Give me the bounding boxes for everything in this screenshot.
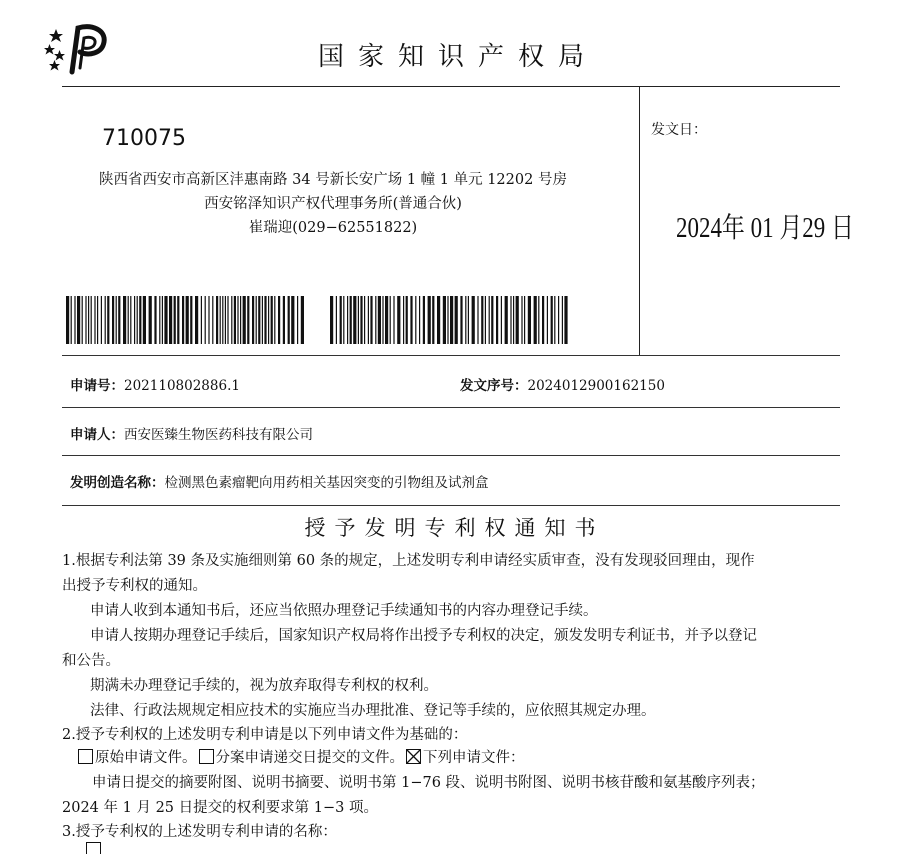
barcode-bar: [415, 296, 416, 344]
serial-number-label: 发文序号：: [460, 378, 528, 394]
paragraph-1-line-2: 出授予专利权的通知。: [62, 578, 207, 594]
vertical-divider: [639, 86, 640, 355]
barcode-bar: [551, 296, 553, 344]
barcode-bar: [258, 296, 260, 344]
barcode-bar: [85, 296, 86, 344]
serial-number: 2024012900162150: [527, 378, 665, 394]
rule: [62, 407, 840, 408]
barcode-bar: [97, 296, 98, 344]
barcode-bar: [222, 296, 223, 344]
applicant-name: 西安医臻生物医药科技有限公司: [124, 427, 313, 443]
notice-title: 授予发明专利权通知书: [304, 516, 605, 540]
barcode-bar: [468, 296, 469, 344]
checkbox-following[interactable]: [406, 749, 421, 764]
contact-person: 崔瑞迎(029−62551822): [248, 220, 418, 236]
barcode-bar: [534, 296, 537, 344]
barcode-bar: [562, 296, 563, 344]
barcode-bar: [542, 296, 544, 344]
barcode-bar: [406, 296, 408, 344]
files-line-2: 2024 年 1 月 25 日提交的权利要求第 1−3 项。: [62, 800, 378, 816]
issue-date-label: 发文日：: [651, 122, 707, 138]
barcode-bar: [485, 296, 486, 344]
barcode-bar: [554, 296, 555, 344]
barcode-bar: [360, 296, 362, 344]
barcode-bar: [378, 296, 381, 344]
barcode-bar: [481, 296, 483, 344]
barcode-bar: [143, 296, 146, 344]
paragraph-3-line-1: 申请人按期办理登记手续后，国家知识产权局将作出授予专利权的决定，颁发发明专利证书，并予以登记: [90, 628, 757, 644]
barcode-bar: [447, 296, 448, 344]
barcode-bar: [390, 296, 391, 344]
applicant-label: 申请人：: [70, 427, 124, 443]
barcode-bar: [220, 296, 221, 344]
invention-row: [70, 471, 489, 491]
barcode-bar: [460, 296, 462, 344]
barcode-bar: [547, 296, 548, 344]
barcode-bar: [368, 296, 369, 344]
barcode-bar: [350, 296, 352, 344]
barcode-bar: [107, 296, 109, 344]
barcode-bar: [505, 296, 508, 344]
application-number-label: 申请号：: [70, 378, 124, 394]
barcode-bar: [164, 296, 167, 344]
invention-title: 检测黑色素瘤靶向用药相关基因突变的引物组及试剂盒: [164, 475, 489, 491]
barcode-bar: [558, 296, 559, 344]
barcode-bar: [432, 296, 434, 344]
barcode-bar: [128, 296, 129, 344]
paragraph-4: 期满未办理登记手续的，视为放弃取得专利权的权利。: [90, 678, 438, 694]
barcode-bar: [268, 296, 269, 344]
barcode-bar: [134, 296, 135, 344]
barcode-bar: [472, 296, 475, 344]
barcode-bar: [364, 296, 365, 344]
barcode-bar: [182, 296, 184, 344]
basis-options: [78, 746, 525, 767]
barcode-bar: [423, 296, 425, 344]
barcode-right: [330, 296, 570, 344]
barcode-bar: [510, 296, 511, 344]
barcode-bar: [382, 296, 383, 344]
checkbox-partial: [86, 842, 101, 854]
barcode-bar: [149, 296, 152, 344]
barcode-bar: [216, 296, 218, 344]
barcode-bar: [340, 296, 342, 344]
paragraph-5: 法律、行政法规规定相应技术的实施应当办理批准、登记等手续的，应依照其规定办理。: [90, 703, 656, 719]
barcode-bar: [564, 296, 567, 344]
barcode-bar: [137, 296, 138, 344]
barcode-bar: [116, 296, 117, 344]
check-x-icon: [406, 749, 421, 764]
barcode-bar: [195, 296, 198, 344]
barcode-bar: [528, 296, 531, 344]
barcode-bar: [256, 296, 257, 344]
barcode-bar: [419, 296, 420, 344]
barcode-bar: [112, 296, 114, 344]
barcode-bar: [264, 296, 266, 344]
barcode-bar: [291, 296, 294, 344]
address-line: 陕西省西安市高新区沣惠南路 34 号新长安广场 1 幢 1 单元 12202 号房: [99, 172, 567, 188]
barcode-bar: [410, 296, 412, 344]
rule: [62, 355, 840, 356]
barcode-bar: [489, 296, 490, 344]
application-number-row: [70, 374, 240, 394]
barcode-bar: [190, 296, 192, 344]
applicant-row: [70, 423, 313, 443]
barcode-bar: [501, 296, 502, 344]
barcode-bar: [428, 296, 431, 344]
barcode-bar: [82, 296, 83, 344]
rule: [62, 455, 840, 456]
barcode-bar: [455, 296, 458, 344]
barcode-bar: [234, 296, 236, 344]
barcode-bar: [336, 296, 337, 344]
header-rule: [62, 86, 840, 87]
paragraph-2: 申请人收到本通知书后，还应当依照办理登记手续通知书的内容办理登记手续。: [90, 603, 598, 619]
barcode-bar: [524, 296, 525, 344]
barcode-bar: [91, 296, 92, 344]
barcode-bar: [477, 296, 478, 344]
barcode-bar: [88, 296, 89, 344]
barcode-bar: [538, 296, 539, 344]
barcode-bar: [240, 296, 241, 344]
paragraph-1-line-1: 1.根据专利法第 39 条及实施细则第 60 条的规定，上述发明专利申请经实质审查，没有发现驳回理由，现作: [62, 553, 755, 569]
barcode-bar: [247, 296, 249, 344]
barcode-bar: [225, 296, 226, 344]
checkbox-divisional[interactable]: [199, 749, 214, 764]
barcode-bar: [271, 296, 273, 344]
barcode-bar: [205, 296, 206, 344]
invention-label: 发明创造名称：: [70, 475, 165, 491]
barcode-bar: [208, 296, 209, 344]
barcode-bar: [437, 296, 440, 344]
barcode-bar: [370, 296, 372, 344]
barcode-bar: [403, 296, 404, 344]
option-original-label: 原始申请文件。: [95, 750, 197, 766]
files-line-1: 申请日提交的摘要附图、说明书摘要、说明书第 1−76 段、说明书附图、说明书核苷酸和氨基酸序列表；: [92, 775, 765, 791]
office-name: 国家知识产权局: [318, 42, 599, 72]
barcode-bar: [231, 296, 232, 344]
barcode-bar: [159, 296, 160, 344]
barcode-bar: [262, 296, 263, 344]
barcode-bar: [513, 296, 514, 344]
barcode-bar: [450, 296, 453, 344]
option-following-label: 下列申请文件：: [423, 750, 525, 766]
barcode-bar: [353, 296, 356, 344]
issue-date: 2024年 01 月29 日: [676, 213, 854, 244]
barcode-bar: [243, 296, 246, 344]
barcode-bar: [491, 296, 493, 344]
barcode-bar: [375, 296, 376, 344]
barcode-bar: [201, 296, 202, 344]
paragraph-3-line-2: 和公告。: [62, 653, 120, 669]
barcode-bar: [101, 296, 102, 344]
barcode-bar: [71, 296, 72, 344]
barcode-bar: [330, 296, 333, 344]
barcode-bar: [301, 296, 304, 344]
barcode-bar: [252, 296, 254, 344]
barcode-bar: [66, 296, 69, 344]
agency-name: 西安铭泽知识产权代理事务所(普通合伙): [204, 196, 462, 212]
barcode-bar: [74, 296, 75, 344]
serial-number-row: [460, 374, 665, 394]
barcode-bar: [169, 296, 172, 344]
postcode: 710075: [102, 126, 186, 151]
barcode-bar: [288, 296, 290, 344]
barcode-bar: [358, 296, 359, 344]
barcode-bar: [186, 296, 189, 344]
barcode-bar: [212, 296, 213, 344]
barcode-bar: [77, 296, 80, 344]
barcode-bar: [139, 296, 141, 344]
barcode-left: [66, 296, 306, 344]
barcode-bar: [443, 296, 446, 344]
barcode-bar: [521, 296, 522, 344]
barcode-bar: [123, 296, 126, 344]
barcode-bar: [385, 296, 388, 344]
barcode-bar: [130, 296, 131, 344]
barcode-bar: [393, 296, 394, 344]
barcode-bar: [397, 296, 400, 344]
barcode-bar: [177, 296, 179, 344]
barcode-bar: [174, 296, 176, 344]
paragraph-7: 3.授予专利权的上述发明专利申请的名称：: [62, 824, 337, 840]
option-divisional-label: 分案申请递交日提交的文件。: [215, 750, 404, 766]
cnipa-logo: [44, 22, 118, 76]
barcode-bar: [227, 296, 228, 344]
barcode-bar: [516, 296, 519, 344]
barcode-bar: [118, 296, 120, 344]
barcode-bar: [278, 296, 280, 344]
paragraph-6: 2.授予专利权的上述发明专利申请是以下列申请文件为基础的：: [62, 727, 468, 743]
barcode-bar: [154, 296, 156, 344]
barcode-bar: [237, 296, 238, 344]
barcode-bar: [283, 296, 285, 344]
barcode-bar: [347, 296, 348, 344]
barcode-bar: [465, 296, 466, 344]
barcode-bar: [343, 296, 344, 344]
application-number: 202110802886.1: [124, 378, 240, 394]
barcode-bar: [162, 296, 163, 344]
barcode-bar: [297, 296, 298, 344]
barcode-bar: [274, 296, 275, 344]
barcode-bar: [105, 296, 106, 344]
barcode-bar: [496, 296, 498, 344]
barcode-bar: [94, 296, 95, 344]
checkbox-original[interactable]: [78, 749, 93, 764]
rule: [62, 505, 840, 506]
